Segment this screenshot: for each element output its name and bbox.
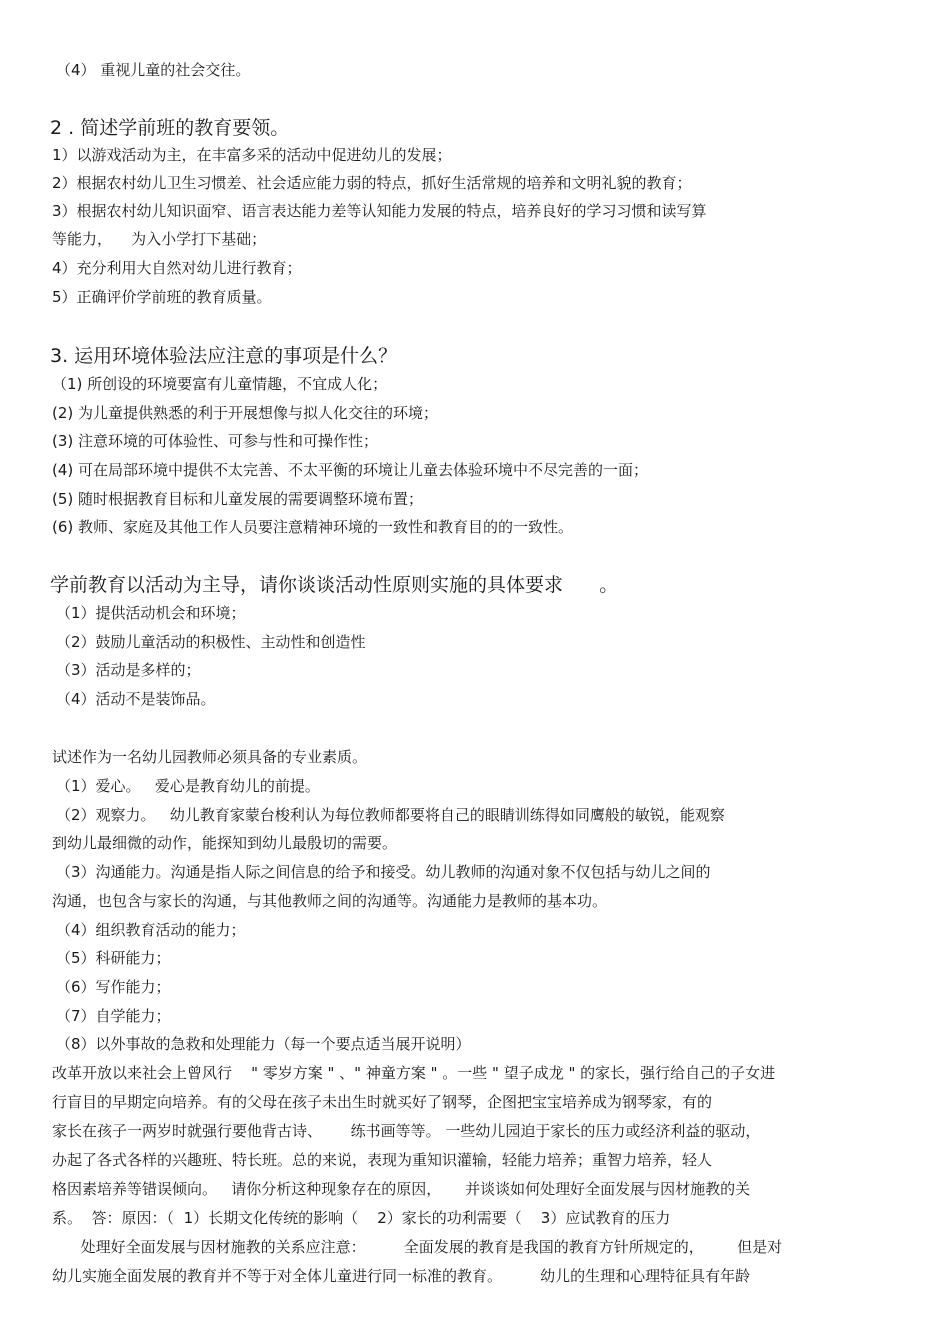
section-6-line: 行盲目的早期定向培养。有的父母在孩子未出生时就买好了钢琴，企图把宝宝培养成为钢琴家，有的 bbox=[52, 1093, 713, 1111]
section-2-heading: 2 . 简述学前班的教育要领。 bbox=[50, 117, 290, 139]
section-4-line: （2）鼓励儿童活动的积极性、主动性和创造性 bbox=[56, 633, 366, 651]
section-4-line: （3）活动是多样的； bbox=[56, 661, 201, 679]
section-4-line: （1）提供活动机会和环境； bbox=[56, 604, 246, 622]
section-6-line: 幼儿实施全面发展的教育并不等于对全体儿童进行同一标准的教育。 幼儿的生理和心理特征具有年龄 bbox=[52, 1267, 751, 1285]
section-6-line: 格因素培养等错误倾向。 请你分析这种现象存在的原因， 并谈谈如何处理好全面发展与因材施教的关 bbox=[52, 1180, 751, 1198]
section-2-line: 3）根据农村幼儿知识面窄、语言表达能力差等认知能力发展的特点，培养良好的学习习惯和读写算 bbox=[52, 202, 707, 220]
section-3-line: (4) 可在局部环境中提供不太完善、不太平衡的环境让儿童去体验环境中不尽完善的一面； bbox=[52, 461, 649, 479]
section-5-line: （1）爱心。 爱心是教育幼儿的前提。 bbox=[56, 777, 320, 795]
section-5-line: （4）组织教育活动的能力； bbox=[56, 921, 246, 939]
section-3-heading: 3. 运用环境体验法应注意的事项是什么？ bbox=[50, 345, 398, 367]
section-5-heading: 试述作为一名幼儿园教师必须具备的专业素质。 bbox=[52, 748, 368, 766]
section-5-line: （7）自学能力； bbox=[56, 1007, 171, 1025]
section-5-line: （2）观察力。 幼儿教育家蒙台梭利认为每位教师都要将自己的眼睛训练得如同鹰般的敏锐，能观察 bbox=[56, 806, 725, 824]
section-6-line: 家长在孩子一两岁时就强行要他背古诗、 练书画等等。 一些幼儿园迫于家长的压力或经济利益的驱动， bbox=[52, 1122, 761, 1140]
section-5-line: （3）沟通能力。沟通是指人际之间信息的给予和接受。幼儿教师的沟通对象不仅包括与幼儿之间的 bbox=[56, 863, 711, 881]
section-5-line: （6）写作能力； bbox=[56, 978, 171, 996]
section-5-line: 到幼儿最细微的动作，能探知到幼儿最殷切的需要。 bbox=[52, 834, 398, 852]
section-6-line: 系。 答：原因：（ 1）长期文化传统的影响（ 2）家长的功利需要（ 3）应试教育的压力 bbox=[52, 1209, 671, 1227]
section-4-line: （4）活动不是装饰品。 bbox=[56, 690, 216, 708]
section-2-line: 2）根据农村幼儿卫生习惯差、社会适应能力弱的特点，抓好生活常规的培养和文明礼貌的教育； bbox=[52, 174, 692, 192]
section-2-line: 4）充分利用大自然对幼儿进行教育； bbox=[52, 259, 302, 277]
section-2-line: 等能力， 为入小学打下基础； bbox=[52, 230, 267, 248]
section-3-line: (6) 教师、家庭及其他工作人员要注意精神环境的一致性和教育目的的一致性。 bbox=[52, 518, 574, 536]
section-5-line: （5）科研能力； bbox=[56, 949, 171, 967]
section-6-line: 处理好全面发展与因材施教的关系应注意： 全面发展的教育是我国的教育方针所规定的， 但是对 bbox=[52, 1238, 783, 1256]
section-2-line: 1）以游戏活动为主，在丰富多采的活动中促进幼儿的发展； bbox=[52, 146, 452, 164]
section-6-line: 改革开放以来社会上曾风行 " 零岁方案 " 、" 神童方案 " 。一些 " 望子成龙 " 的家长，强行给自己的子女进 bbox=[52, 1064, 776, 1082]
section-3-line: (2) 为儿童提供熟悉的利于开展想像与拟人化交往的环境； bbox=[52, 404, 439, 422]
section-3-line: (3) 注意环境的可体验性、可参与性和可操作性； bbox=[52, 432, 379, 450]
section-5-line: 沟通，也包含与家长的沟通，与其他教师之间的沟通等。沟通能力是教师的基本功。 bbox=[52, 892, 608, 910]
intro-item: （4） 重视儿童的社会交往。 bbox=[56, 61, 251, 79]
section-3-line: (5) 随时根据教育目标和儿童发展的需要调整环境布置； bbox=[52, 490, 424, 508]
section-3-line: （1) 所创设的环境要富有儿童情趣，不宜成人化； bbox=[52, 375, 388, 393]
section-5-line: （8）以外事故的急救和处理能力（每一个要点适当展开说明） bbox=[56, 1035, 471, 1053]
section-6-line: 办起了各式各样的兴趣班、特长班。总的来说，表现为重知识灌输，轻能力培养；重智力培养，轻人 bbox=[52, 1151, 713, 1169]
section-2-line: 5）正确评价学前班的教育质量。 bbox=[52, 288, 272, 306]
section-4-heading: 学前教育以活动为主导，请你谈谈活动性原则实施的具体要求 。 bbox=[50, 574, 619, 596]
